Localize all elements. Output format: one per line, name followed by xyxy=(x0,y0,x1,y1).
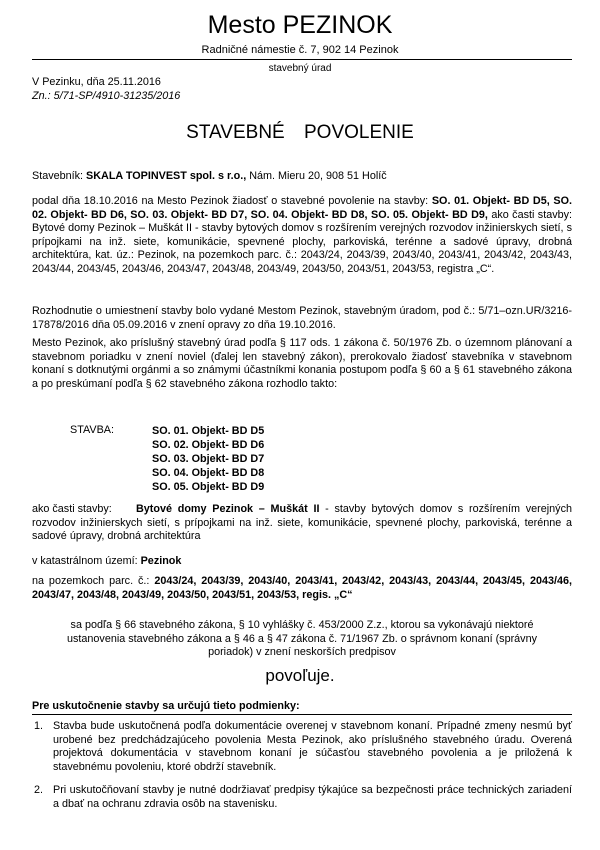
application-text-1: podal dňa 18.10.2016 na Mesto Pezinok žiadosť o stavebné povolenie na stavby: xyxy=(32,195,432,207)
condition-number: 2. xyxy=(34,784,44,796)
part-of-paragraph xyxy=(32,503,572,544)
stavba-label: STAVBA: xyxy=(70,424,114,436)
header-rule xyxy=(32,59,572,60)
cadastral-label: v katastrálnom území: xyxy=(32,555,141,567)
authority-statement: Mesto Pezinok, ako príslušný stavebný úrad podľa § 117 ods. 1 zákona č. 50/1976 Zb. o územnom plánovaní a stavebnom poriadku v znení noviel (ďalej len stavebný zákon), prerokovalo žiadosť stavebníka v stavebnom konaní s dotknutými orgánmi a so známymi účastníkmi konania postupom podľa § 60 a § 61 stavebného zákona a po preskúmaní podľa § 62 stavebného zákona rozhodlo takto: xyxy=(32,337,572,390)
city-address: Radničné námestie č. 7, 902 14 Pezinok xyxy=(201,44,399,56)
stavba-object: SO. 05. Objekt- BD D9 xyxy=(152,481,265,493)
application-paragraph xyxy=(32,195,572,277)
parcels-paragraph xyxy=(32,575,572,602)
stavba-objects-list xyxy=(152,424,264,494)
stavba-object: SO. 01. Objekt- BD D5 xyxy=(152,425,265,437)
condition-number: 1. xyxy=(34,720,44,732)
builder-label: Stavebník: xyxy=(32,170,84,182)
reference-number: Zn.: 5/71-SP/4910-31235/2016 xyxy=(32,90,181,102)
legal-basis: sa podľa § 66 stavebného zákona, § 10 vyhlášky č. 453/2000 Z.z., ktorou sa vykonávajú niektoré ustanovenia stavebného zákona a § 46 a § 47 zákona č. 71/1967 Zb. o správnom konaní (správny poriadok) v znení neskorších predpisov xyxy=(67,619,537,659)
part-of-desc: - stavby bytových domov s rozšírením verejných rozvodov inžinierskych sietí, s prípojkami na inž. siete, komunikácie, spevnené plochy, parkoviská, terénne a sadové úpravy, drobná architektúra xyxy=(32,503,572,543)
placement-decision: Rozhodnutie o umiestnení stavby bolo vydané Mestom Pezinok, stavebným úradom, pod č.: 5/71–ozn.UR/3216-17878/2016 dňa 05.09.2016 v znení opravy zo dňa 19.10.2016. xyxy=(32,305,572,331)
stavba-object: SO. 04. Objekt- BD D8 xyxy=(152,467,265,479)
conditions-heading: Pre uskutočnenie stavby sa určujú tieto podmienky: xyxy=(32,700,300,712)
cadastral-value: Pezinok xyxy=(140,555,182,567)
parcels-label: na pozemkoch parc. č.: xyxy=(32,575,155,587)
verdict: povoľuje. xyxy=(265,666,335,685)
place-date: V Pezinku, dňa 25.11.2016 xyxy=(32,76,161,88)
conditions-rule xyxy=(32,714,572,715)
stavba-object: SO. 02. Objekt- BD D6 xyxy=(152,439,265,451)
city-title: Mesto PEZINOK xyxy=(207,11,393,39)
stavba-object: SO. 03. Objekt- BD D7 xyxy=(152,453,265,465)
application-objects: SO. 01. Objekt- BD D5, SO. 02. Objekt- BD D6, SO. 03. Objekt- BD D7, SO. 04. Objekt- BD D8, SO. 05. Objekt- BD D9, xyxy=(32,195,573,221)
builder-address: Nám. Mieru 20, 908 51 Holíč xyxy=(249,170,387,182)
application-text-2: ako časti stavby: Bytové domy Pezinok – Muškát II - stavby bytových domov s rozšírením verejných rozvodov inžinierskych sietí, s prípojkami na inž. siete, komunikácie, spevnené plochy, parkoviská, terénne a sadové úpravy, drobná architektúra, kat. úz.: Pezinok, na pozemkoch parc. č.: 2043/24, 2043/39, 2043/40, 2043/41, 2043/42, 2043/43, 2043/44, 2043/45, 2043/46, 2043/47, 2043/48, 2043/49, 2043/50, 2043/51, 2043/53, registra „C“. xyxy=(32,208,573,275)
document-title: STAVEBNÉ POVOLENIE xyxy=(186,122,414,143)
office-name: stavebný úrad xyxy=(268,63,332,74)
part-of-label: ako časti stavby: xyxy=(32,503,112,515)
builder-line xyxy=(32,170,572,184)
builder-name: SKALA TOPINVEST spol. s r.o., xyxy=(86,170,247,182)
condition-text: Stavba bude uskutočnená podľa dokumentácie overenej v stavebnom konaní. Prípadné zmeny nesmú byť urobené bez predchádzajúceho povolenia Mesta Pezinok, ako príslušného stavebného úradu. Overená projektová dokumentácia v stavebnom konaní je súčasťou stavebného povolenia a je priložená k stavebnému povoleniu, ktoré obdrží stavebník. xyxy=(53,720,572,773)
condition-text: Pri uskutočňovaní stavby je nutné dodržiavať predpisy týkajúce sa bezpečnosti práce technických zariadení a dbať na ochranu zdravia osôb na stavenisku. xyxy=(53,784,572,810)
parcels-value: 2043/24, 2043/39, 2043/40, 2043/41, 2043/42, 2043/43, 2043/44, 2043/45, 2043/46, 2043/47, 2043/48, 2043/49, 2043/50, 2043/51, 2043/53, regis. „C“ xyxy=(32,575,573,601)
cadastral-line xyxy=(32,555,572,569)
part-of-name: Bytové domy Pezinok – Muškát II xyxy=(136,503,320,515)
